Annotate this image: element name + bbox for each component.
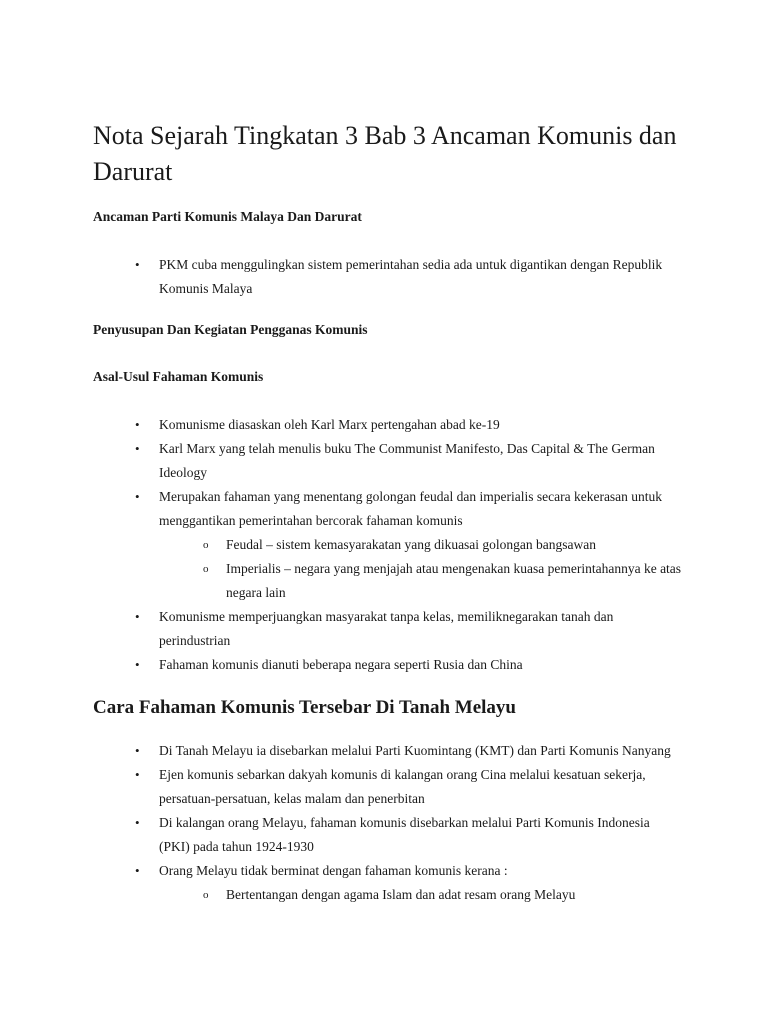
list-cara — [0, 739, 686, 907]
section-heading-asal-usul: Asal-Usul Fahaman Komunis — [93, 369, 264, 384]
list-item-text: Komunisme diasaskan oleh Karl Marx pertengahan abad ke-19 — [159, 417, 500, 432]
section-heading-cara: Cara Fahaman Komunis Tersebar Di Tanah Melayu — [93, 697, 517, 718]
sub-list-item-text: Feudal – sistem kemasyarakatan yang dikuasai golongan bangsawan — [226, 537, 597, 552]
list-item — [0, 653, 679, 677]
list-item-text: Karl Marx yang telah menulis buku The Communist Manifesto, Das Capital & The German Ideology — [159, 441, 655, 480]
circle-bullet-icon: o — [203, 563, 209, 575]
list-item — [0, 739, 679, 763]
bullet-icon: • — [135, 417, 140, 432]
bullet-icon: • — [135, 863, 140, 878]
list-ancaman — [0, 253, 679, 301]
list-item — [0, 413, 679, 437]
bullet-icon: • — [135, 489, 140, 504]
circle-bullet-icon: o — [203, 889, 209, 901]
list-item-text: Orang Melayu tidak berminat dengan fahaman komunis kerana : — [159, 863, 508, 878]
bullet-icon: • — [135, 441, 140, 456]
bullet-icon: • — [135, 257, 140, 272]
list-item-text: Fahaman komunis dianuti beberapa negara seperti Rusia dan China — [159, 657, 523, 672]
list-item — [0, 859, 679, 883]
list-item-text: Di Tanah Melayu ia disebarkan melalui Parti Kuomintang (KMT) dan Parti Komunis Nanyang — [159, 743, 671, 758]
bullet-icon: • — [135, 767, 140, 782]
list-item-text: PKM cuba menggulingkan sistem pemerintahan sedia ada untuk digantikan dengan Republik Komunis Malaya — [159, 257, 663, 296]
list-item-text: Komunisme memperjuangkan masyarakat tanpa kelas, memiliknegarakan tanah dan perindustrian — [159, 609, 614, 648]
sub-list-item-text: Imperialis – negara yang menjajah atau mengenakan kuasa pemerintahannya ke atas negara lain — [226, 561, 682, 600]
list-item — [0, 253, 679, 301]
section-heading-penyusupan: Penyusupan Dan Kegiatan Pengganas Komunis — [93, 322, 368, 337]
bullet-icon: • — [135, 657, 140, 672]
sub-list-item-text: Bertentangan dengan agama Islam dan adat resam orang Melayu — [226, 887, 576, 902]
circle-bullet-icon: o — [203, 539, 209, 551]
section-heading-ancaman: Ancaman Parti Komunis Malaya Dan Darurat — [93, 209, 362, 224]
bullet-icon: • — [135, 743, 140, 758]
sub-list-item — [0, 533, 686, 557]
list-item — [0, 485, 679, 533]
list-item-text: Merupakan fahaman yang menentang golongan feudal dan imperialis secara kekerasan untuk menggantikan pemerintahan bercorak fahaman komunis — [159, 489, 663, 528]
sub-list-item — [0, 557, 686, 605]
list-item-text: Di kalangan orang Melayu, fahaman komunis disebarkan melalui Parti Komunis Indonesia (PKI) pada tahun 1924-1930 — [159, 815, 650, 854]
bullet-icon: • — [135, 815, 140, 830]
list-item — [0, 811, 679, 859]
sub-list-item — [0, 883, 686, 907]
list-item-text: Ejen komunis sebarkan dakyah komunis di kalangan orang Cina melalui kesatuan sekerja, persatuan-persatuan, kelas malam dan penerbitan — [159, 767, 646, 806]
list-asal-usul — [0, 413, 686, 677]
bullet-icon: • — [135, 609, 140, 624]
list-item — [0, 437, 679, 485]
list-item — [0, 763, 679, 811]
document-title: Nota Sejarah Tingkatan 3 Bab 3 Ancaman Komunis dan Darurat — [93, 121, 677, 186]
list-item — [0, 605, 679, 653]
